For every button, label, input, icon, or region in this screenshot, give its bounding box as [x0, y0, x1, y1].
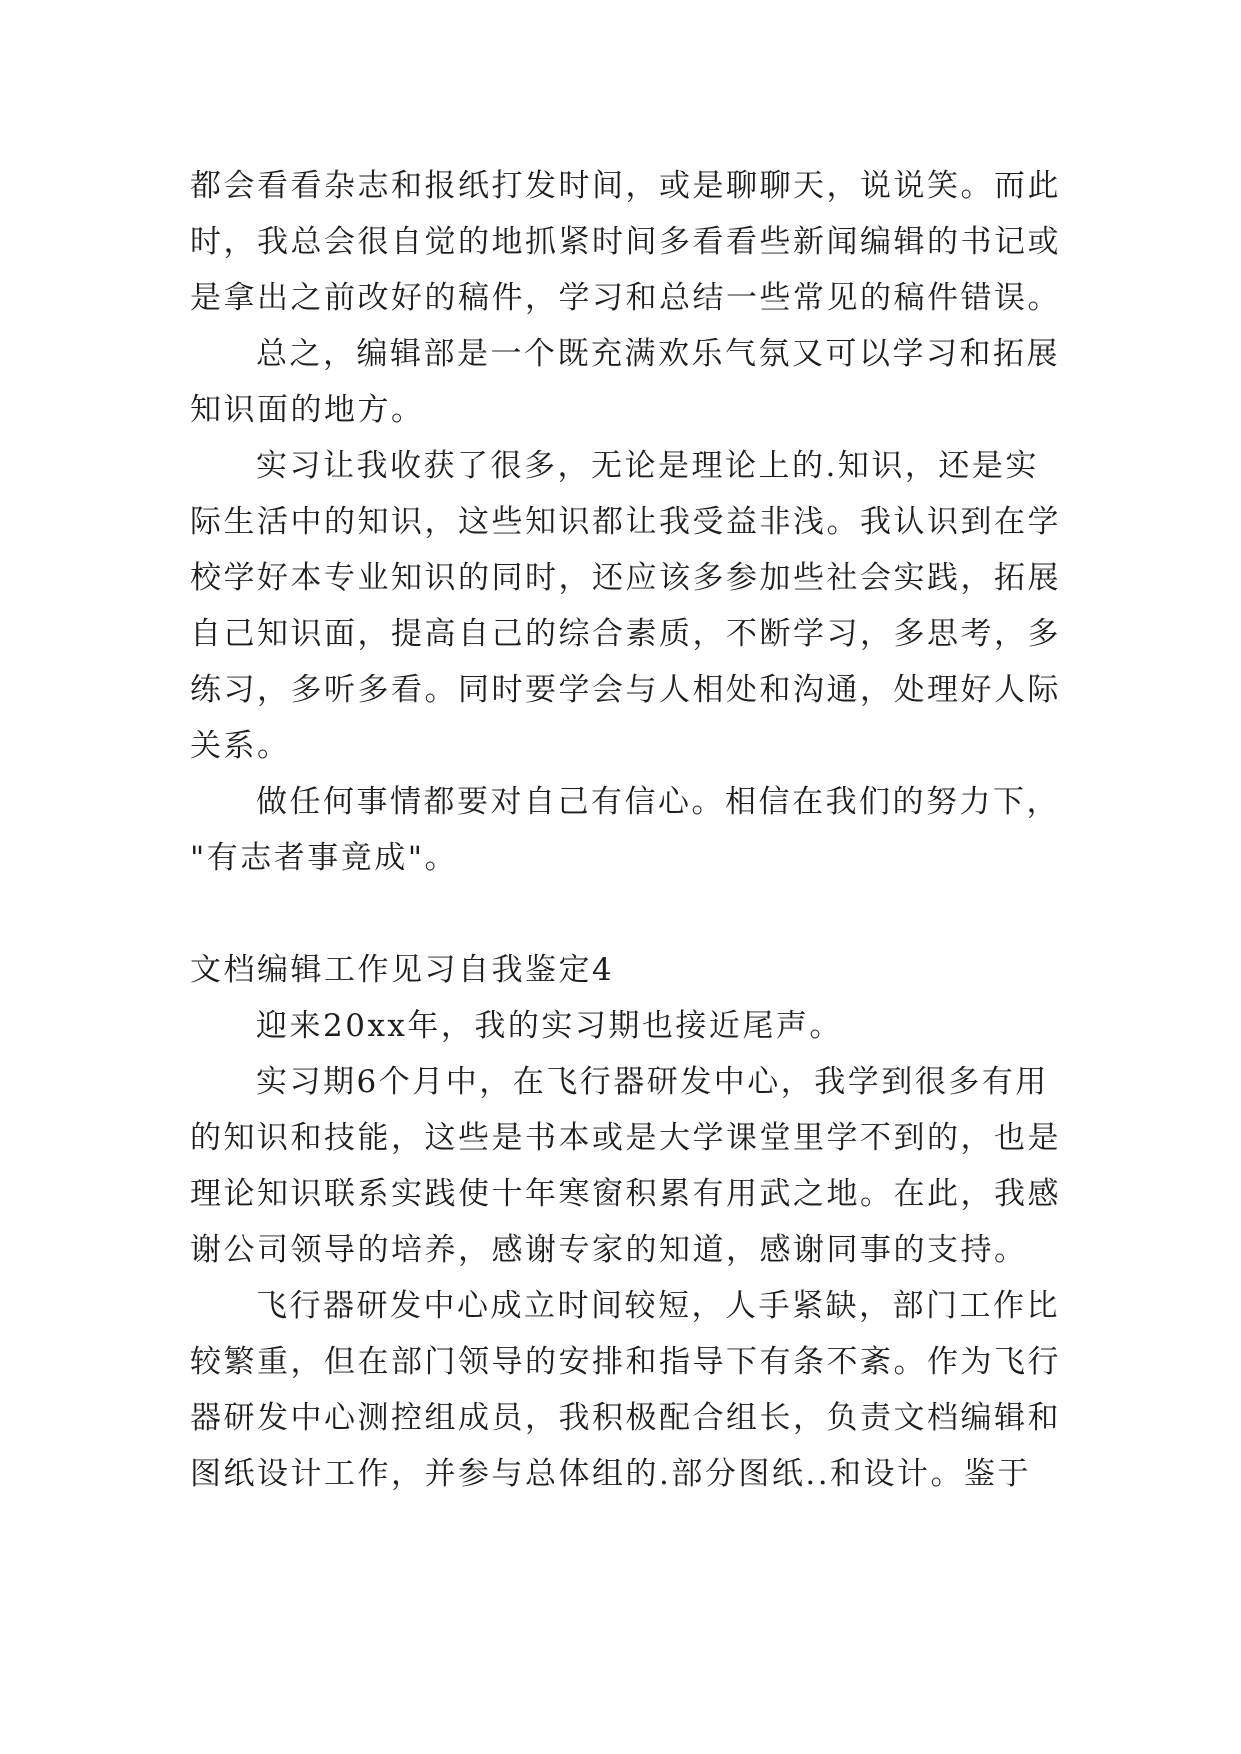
- paragraph-line: 是拿出之前改好的稿件，学习和总结一些常见的稿件错误。: [190, 280, 1061, 316]
- paragraph-line: 的知识和技能，这些是书本或是大学课堂里学不到的，也是: [190, 1120, 1061, 1156]
- paragraph-line: 飞行器研发中心成立时间较短，人手紧缺，部门工作比: [256, 1288, 1060, 1324]
- paragraph-line: 较繁重，但在部门领导的安排和指导下有条不紊。作为飞行: [190, 1344, 1061, 1380]
- paragraph-line: 器研发中心测控组成员，我积极配合组长，负责文档编辑和: [190, 1400, 1061, 1436]
- paragraph-line: 关系。: [190, 728, 291, 764]
- paragraph-line: 图纸设计工作，并参与总体组的.部分图纸..和设计。鉴于: [190, 1456, 1032, 1492]
- paragraph-line: "有志者事竟成"。: [190, 840, 459, 876]
- paragraph-line: 练习，多听多看。同时要学会与人相处和沟通，处理好人际: [190, 672, 1061, 708]
- paragraph-line: 际生活中的知识，这些知识都让我受益非浅。我认识到在学: [190, 504, 1061, 540]
- paragraph-line: 自己知识面，提高自己的综合素质，不断学习，多思考，多: [190, 616, 1061, 652]
- section-heading: 文档编辑工作见习自我鉴定4: [190, 952, 615, 988]
- paragraph-line: 谢公司领导的培养，感谢专家的知道，感谢同事的支持。: [190, 1232, 1028, 1268]
- paragraph-line: 理论知识联系实践使十年寒窗积累有用武之地。在此，我感: [190, 1176, 1061, 1212]
- paragraph-line: 都会看看杂志和报纸打发时间，或是聊聊天，说说笑。而此: [190, 168, 1061, 204]
- paragraph-line: 迎来20xx年，我的实习期也接近尾声。: [256, 1008, 843, 1044]
- paragraph-line: 知识面的地方。: [190, 392, 425, 428]
- paragraph-line: 实习让我收获了很多，无论是理论上的.知识，还是实: [256, 448, 1039, 484]
- paragraph-line: 做任何事情都要对自己有信心。相信在我们的努力下，: [256, 784, 1060, 820]
- paragraph-line: 校学好本专业知识的同时，还应该多参加些社会实践，拓展: [190, 560, 1061, 596]
- paragraph-line: 时，我总会很自觉的地抓紧时间多看看些新闻编辑的书记或: [190, 224, 1061, 260]
- paragraph-line: 总之，编辑部是一个既充满欢乐气氛又可以学习和拓展: [256, 336, 1060, 372]
- paragraph-line: 实习期6个月中，在飞行器研发中心，我学到很多有用: [256, 1064, 1049, 1100]
